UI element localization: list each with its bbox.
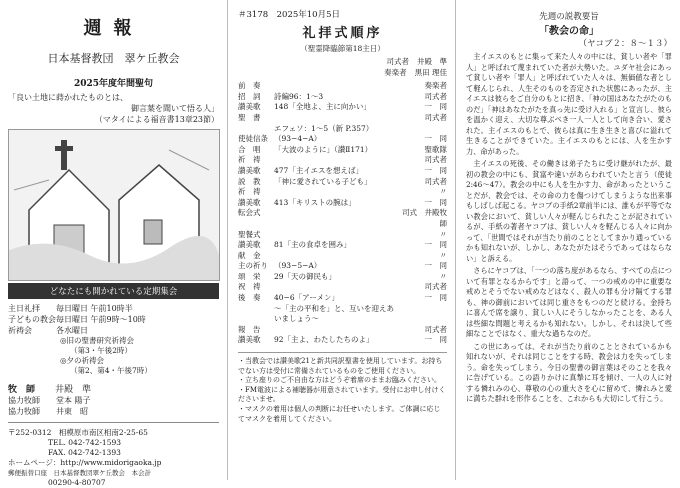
order-item: 使徒信条 — [238, 134, 268, 144]
sermon-title: 「教会の命」 — [539, 26, 599, 37]
order-subtitle: （聖霊降臨節第18主日） — [300, 44, 385, 53]
issue-header: ＃3178 2025年10月5日 — [238, 10, 340, 20]
postal-account-number: 00290-4-80707 — [48, 478, 106, 487]
order-item: 聖 書 — [238, 112, 261, 122]
order-leader: 司式者 — [424, 112, 447, 122]
order-item: 合 唱 — [238, 144, 261, 154]
order-leader: 司式者 — [424, 176, 447, 186]
order-leader: 司式者 — [424, 155, 447, 165]
right-column — [456, 0, 680, 480]
order-detail — [274, 251, 401, 262]
order-row — [238, 166, 447, 177]
order-detail: 〜「主の平和を」と、互いを迎えあいましょう〜 — [274, 303, 394, 324]
meeting-key: 主日礼拝 — [8, 304, 40, 313]
order-row — [238, 335, 447, 346]
order-detail — [274, 325, 401, 336]
officiant-row — [238, 68, 447, 79]
officiant-name: 黒田 理佳 — [414, 67, 447, 77]
order-detail: 81「主の食卓を囲み」 — [274, 240, 352, 250]
order-item: 招 詞 — [238, 91, 261, 101]
motto-line-1: 「良い土地に蒔かれたものとは、 — [8, 93, 128, 102]
sermon-paragraph: 主イエスの死後、その働きは弟子たちに受け継がれたが、最初の教会の中にも、貧富や違いがあらわれていたと言う（使徒2:46〜47）。教会の中にも人を生かす力、命があったということだが、教会では、その命の力を傷つけてしまうような出来事もしばしば起こる。ヤコブの手紙2章前半には、誰もが平等でない教会において、貧しい人々が軽んじられたことが記されているが、手紙の著者ヤコブは、貧しい人々を軽んじる人々に向かって、「世間ではそれが当たり前のこととしてまかり通っているかも知れないが、しかし、あなたがたはそうであってはならない」と訴える。 — [466, 159, 672, 263]
order-detail: 「大波のように」（讃Ⅱ171） — [274, 144, 373, 154]
order-row — [238, 304, 447, 325]
notes — [238, 352, 447, 424]
order-leader: 一 同 — [424, 134, 447, 144]
order-item: 祝 祷 — [238, 282, 261, 292]
order-detail: 477「主イエスを想えば」 — [274, 165, 364, 175]
order-item — [238, 304, 274, 325]
order-row — [238, 208, 447, 229]
note-item: ・当教会では讃美歌21と新共同訳聖書を使用しています。お持ちでない方は受付に常備されているものをご使用ください。 — [238, 357, 443, 375]
officiant-name: 井殿 準 — [417, 57, 447, 66]
order-leader: 司式者 — [424, 282, 447, 292]
meeting-key: 子どもの教会 — [8, 315, 56, 324]
order-row — [238, 145, 447, 156]
tel: TEL. 042-742-1593 — [48, 438, 122, 447]
meetings-banner: どなたにも開かれている定期集会 — [8, 283, 219, 299]
bulletin-title: 週報 — [83, 18, 144, 39]
sermon-paragraph: さらにヤコブは、「一つの落ち度があるなら、すべての点について有罪となるからです」と語って、一つの戒めの中に重要な戒めとそうでない戒めなどはなく、殺人の罪も分け隔てする罪も、神の御前においては同じ重さをもつのだと続ける。金持ちに喜んで席を譲り、貧しい人にそうしなかったことを、ある人は些細な問題と考えるかも知れない。しかし、それは決して些細なことではなく、重大な過ちなのだ。 — [466, 266, 672, 338]
prayer-sub-2-time: （第2、第4・午後7時） — [70, 366, 152, 375]
order-row — [238, 230, 447, 241]
order-row — [238, 102, 447, 113]
order-row — [238, 155, 447, 166]
order-leader: 司式者 — [424, 91, 447, 101]
order-item: 祈 祷 — [238, 155, 261, 165]
order-detail — [274, 208, 401, 229]
staff-row — [8, 406, 219, 417]
left-column — [0, 0, 228, 487]
meeting-row — [8, 325, 219, 336]
note-item: ・立ち座りのご不自由な方はどうぞ着席のままお臨みください。 — [238, 376, 441, 385]
order-item: 前 奏 — [238, 81, 261, 91]
meeting-row — [8, 303, 219, 314]
meeting-row — [8, 314, 219, 325]
order-row — [238, 251, 447, 262]
order-item: 後 奏 — [238, 293, 261, 303]
motto-line-2: 御言葉を聞いて悟る人」 — [131, 104, 219, 113]
order-row — [238, 325, 447, 336]
order-leader — [401, 304, 447, 325]
order-item: 主の祈り — [238, 261, 268, 271]
order-leader: 一 同 — [424, 335, 447, 345]
order-row — [238, 240, 447, 251]
order-item: 讃美歌 — [238, 240, 261, 250]
order-detail — [274, 81, 401, 92]
order-row — [238, 177, 447, 188]
staff-role: 協力牧師 — [8, 396, 40, 405]
order-leader: 〃 — [439, 229, 447, 239]
order-row — [238, 261, 447, 272]
order-item: 讃美歌 — [238, 197, 261, 207]
order-leader: 一 同 — [424, 261, 447, 271]
order-row — [238, 124, 447, 135]
note-item: ・マスクの着用は個人の判断にお任せいたします。ご体調に応じてマスクを着用してください。 — [238, 405, 441, 423]
order-leader: 聖歌隊 — [424, 144, 447, 154]
prayer-sub-2: ◎夕の祈祷会 — [60, 356, 105, 365]
order-item: 聖餐式 — [238, 229, 261, 239]
staff-name: 堂本 陽子 — [56, 396, 91, 405]
sermon-paragraph: 主イエスのもとに集って来た人々の中には、貧しい者や「罪人」と呼ばれて蔑まれていた者が大勢いた。ユダヤ社会にあって貧しい者や「罪人」と呼ばれていた人々は、無価値な者として軽んじられ、人生そのものを否定された状態にあったが、主イエスは彼らをご自分のもとに招き、「神の国はあなたがたのものだ」「神はあなたがたを真っ先に受け入れる」と宣言し、彼らを温かく迎え、大切な尊ぶべき一人一人として向き合い、愛された。主イエスのもとで、彼らは真に生き生きと喜びに溢れて生きることができていた。主イエスのもとには、人を生かす力、命があった。 — [466, 52, 672, 156]
pastor-label: 牧 師 — [8, 385, 36, 395]
address: 〒252-0312 相模原市南区相南2-25-65 — [8, 428, 148, 437]
order-row — [238, 198, 447, 209]
church-name: 日本基督教団 翠ケ丘教会 — [47, 52, 180, 65]
order-item: 頌 栄 — [238, 271, 261, 281]
order-leader: 〃 — [439, 271, 447, 281]
order-item — [238, 124, 274, 135]
pastor-line — [8, 382, 219, 395]
order-row — [238, 293, 447, 304]
order-detail: 「神に愛されている子ども」 — [274, 176, 372, 186]
sermon-paragraph: この世にあっては、それが当たり前のこととされているかも知れないが、それは同じことをする時、教会は力を失ってしまう。命を失ってしまう。今日の聖書の御言葉はそのことを我々に告げている。この語りかけに真摯に耳を傾け、一人の人に対する憐れみの心、尊敬の心の重大さを心に留めて、憐れみと愛に満ちた群れを形作ることを、これからも大切にして行こう。 — [466, 341, 672, 403]
order-row — [238, 282, 447, 293]
church-sketch-icon — [9, 130, 219, 280]
order-item: 献 金 — [238, 250, 261, 260]
officiant-role: 司式者 — [386, 57, 409, 66]
order-leader: 〃 — [439, 187, 447, 197]
officiant-role: 奏楽者 — [384, 67, 407, 77]
postal-account: 郵便振替口座 日本基督教団翠ケ丘教会 本会計 — [8, 469, 151, 477]
order-detail — [274, 113, 401, 124]
order-detail: 92「主よ、わたしたちのよ」 — [274, 335, 374, 345]
staff-role: 協力牧師 — [8, 407, 40, 416]
homepage-link[interactable]: ホームページ：http://www.midorigaoka.jp — [8, 458, 162, 467]
order-detail: 40−6「アーメン」 — [274, 293, 339, 303]
pastor-name: 井殿 準 — [55, 385, 92, 395]
staff-row — [8, 395, 219, 406]
order-detail — [274, 187, 401, 198]
meeting-value: 各水曜日 — [56, 326, 88, 335]
order-item: 祈 祷 — [238, 187, 261, 197]
order-detail: エフェソ：1〜5（新 P.357） — [274, 123, 374, 133]
order-detail: 詩編96：1〜3 — [274, 91, 324, 101]
note-item: ・FM電波による補聴器が用意されています。受付にお申し付けくださいませ。 — [238, 385, 446, 404]
fax: FAX. 042-742-1393 — [48, 448, 121, 457]
order-row — [238, 134, 447, 145]
motto-heading: 2025年度年間聖句 — [73, 79, 154, 89]
middle-column — [228, 0, 456, 480]
order-leader: 奏楽者 — [424, 81, 447, 91]
order-leader: 司式者 — [424, 324, 447, 334]
sermon-heading: 先週の説教要旨 — [539, 12, 599, 22]
order-detail: 148「全地よ、主に向かい」 — [274, 102, 371, 112]
order-row — [238, 113, 447, 124]
order-leader: 一 同 — [424, 240, 447, 250]
order-detail — [274, 282, 401, 293]
order-item: 報 告 — [238, 324, 261, 334]
order-leader: 〃 — [439, 250, 447, 260]
order-row — [238, 92, 447, 103]
order-detail: （93−5−A） — [274, 261, 322, 271]
order-item: 讃美歌 — [238, 165, 261, 175]
motto-line-3: （マタイによる福音書13章23節） — [94, 115, 219, 124]
order-detail: （93−4−A） — [274, 134, 322, 144]
order-leader: 司式 井殿牧師 — [402, 208, 447, 228]
meeting-value: 毎日曜日 午前10時半 — [56, 304, 133, 313]
sermon-reference: （ヤコブ２：８〜１３） — [578, 39, 672, 49]
order-detail: 29「天の御民も」 — [274, 271, 337, 281]
order-item: 転会式 — [238, 208, 261, 218]
staff-name: 井東 昭 — [56, 407, 88, 416]
church-illustration — [8, 129, 220, 281]
prayer-sub-1: ◎旧の聖書研究祈祷会 — [60, 336, 135, 345]
order-leader — [401, 124, 447, 135]
order-leader: 一 同 — [424, 293, 447, 303]
order-row — [238, 272, 447, 283]
order-detail — [274, 155, 401, 166]
order-leader: 一 同 — [424, 165, 447, 175]
meeting-value: 毎日曜日 午前9時〜10時 — [56, 315, 146, 324]
order-row — [238, 81, 447, 92]
order-item: 説 教 — [238, 176, 261, 186]
order-list — [238, 81, 447, 346]
order-detail — [274, 230, 401, 241]
meeting-key: 祈祷会 — [8, 326, 32, 335]
order-leader: 一 同 — [424, 102, 447, 112]
officiant-row — [238, 57, 447, 68]
order-item: 讃美歌 — [238, 102, 261, 112]
order-row — [238, 187, 447, 198]
prayer-sub-1-time: （第3・午後2時） — [70, 346, 133, 355]
order-title: 礼拝式順序 — [302, 26, 383, 41]
order-item: 讃美歌 — [238, 335, 261, 345]
order-detail: 413「キリストの腕は」 — [274, 197, 356, 207]
order-leader: 一 同 — [424, 197, 447, 207]
